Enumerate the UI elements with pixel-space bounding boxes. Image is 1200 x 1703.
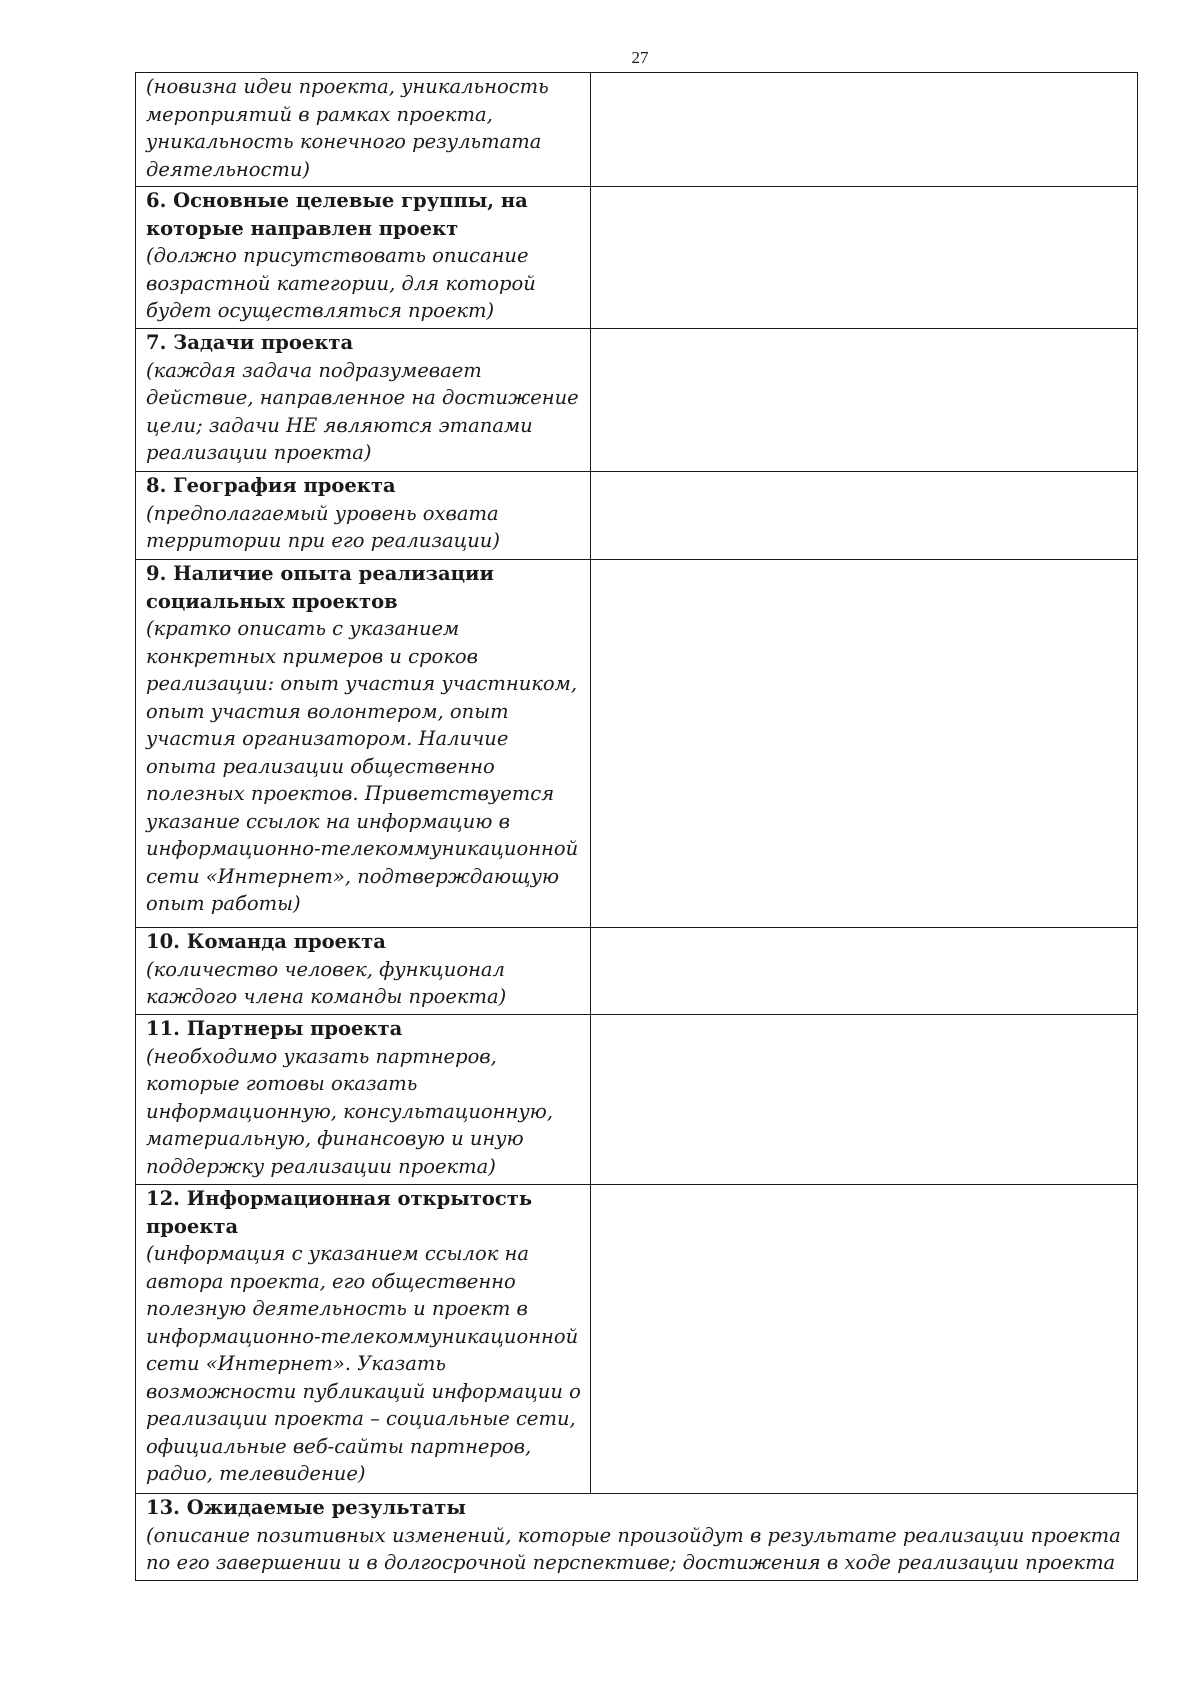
- row-value-field[interactable]: [591, 187, 1138, 329]
- row-hint: (описание позитивных изменений, которые произойдут в результате реализации проекта по его завершении и в долгосрочной перспективе; достижения в ходе реализации проекта: [146, 1523, 1121, 1574]
- table-row-expected-results: [136, 1494, 1138, 1581]
- row-heading: 12. Информационная открытость проекта: [146, 1187, 533, 1238]
- row-hint: (предполагаемый уровень охвата территории при его реализации): [146, 501, 500, 552]
- row-label-cell: [136, 1015, 591, 1185]
- table-row-geography: [136, 472, 1138, 560]
- row-hint: (новизна идеи проекта, уникальность мероприятий в рамках проекта, уникальность конечного результата деятельности): [146, 75, 549, 181]
- row-label-cell: [136, 187, 591, 329]
- table-row-team: [136, 928, 1138, 1015]
- table-row-tasks: [136, 329, 1138, 472]
- row-value-field[interactable]: [591, 1015, 1138, 1185]
- row-hint: (каждая задача подразумевает действие, направленное на достижение цели; задачи НЕ являются этапами реализации проекта): [146, 358, 579, 464]
- row-hint: (количество человек, функционал каждого члена команды проекта): [146, 957, 507, 1008]
- row-hint: (необходимо указать партнеров, которые готовы оказать информационную, консультационную, материальную, финансовую и иную поддержку реализации проекта): [146, 1044, 554, 1178]
- row-hint: (должно присутствовать описание возрастной категории, для которой будет осуществляться проект): [146, 244, 536, 322]
- row-label-cell: [136, 560, 591, 928]
- row-value-field[interactable]: [591, 1185, 1138, 1494]
- row-heading: 10. Команда проекта: [146, 930, 386, 953]
- row-heading: 13. Ожидаемые результаты: [146, 1496, 466, 1519]
- expected-results-cell[interactable]: [136, 1494, 1138, 1581]
- row-label-cell: [136, 73, 591, 187]
- row-value-field[interactable]: [591, 329, 1138, 472]
- row-heading: 8. География проекта: [146, 474, 396, 497]
- row-value-field[interactable]: [591, 472, 1138, 560]
- table-row-experience: [136, 560, 1138, 928]
- row-heading: 6. Основные целевые группы, на которые направлен проект: [146, 189, 528, 240]
- row-label-cell: [136, 472, 591, 560]
- row-heading: 9. Наличие опыта реализации социальных проектов: [146, 562, 494, 613]
- row-value-field[interactable]: [591, 73, 1138, 187]
- row-hint: (кратко описать с указанием конкретных примеров и сроков реализации: опыт участия участником, опыт участия волонтером, опыт участия организатором. Наличие опыта реализации общественно полезных проектов. Приветствуется указание ссылок на информацию в информационно-телекоммуникационной сети «Интернет», подтверждающую опыт работы): [146, 617, 579, 915]
- row-label-cell: [136, 1185, 591, 1494]
- table-row-openness: [136, 1185, 1138, 1494]
- row-heading: 7. Задачи проекта: [146, 331, 354, 354]
- application-form-table: [135, 72, 1138, 1581]
- row-heading: 11. Партнеры проекта: [146, 1017, 403, 1040]
- table-row-novelty: [136, 73, 1138, 187]
- table-row-target-groups: [136, 187, 1138, 329]
- row-label-cell: [136, 329, 591, 472]
- page-number: 27: [631, 48, 649, 67]
- row-value-field[interactable]: [591, 928, 1138, 1015]
- row-hint: (информация с указанием ссылок на автора проекта, его общественно полезную деятельность и проект в информационно-телекоммуникационной сети «Интернет». Указать возможности публикаций информации о реализации проекта – социальные сети, официальные веб-сайты партнеров, радио, телевидение): [146, 1242, 581, 1485]
- row-value-field[interactable]: [591, 560, 1138, 928]
- row-label-cell: [136, 928, 591, 1015]
- table-row-partners: [136, 1015, 1138, 1185]
